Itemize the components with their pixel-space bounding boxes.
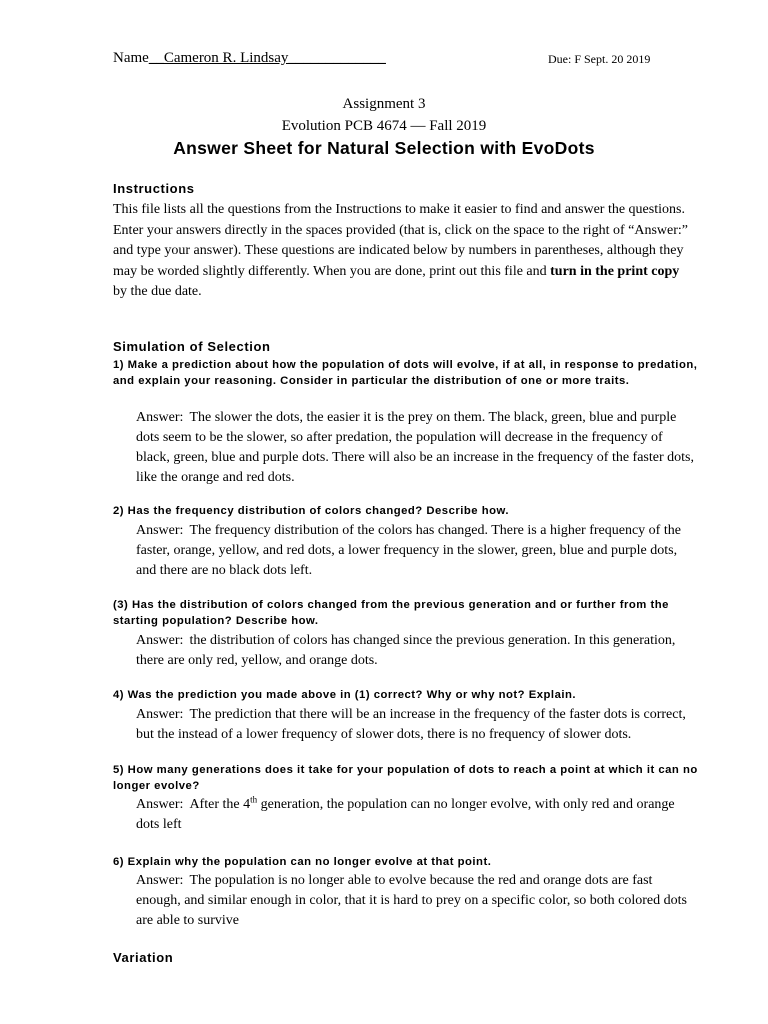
question-4: 4) Was the prediction you made above in (1) correct? Why or why not? Explain. [113, 689, 577, 701]
answer-2-text: The frequency distribution of the colors has changed. There is a higher frequency of the faster, orange, yellow, and red dots, a lower frequency in the slower, green, blue and purple dots, and there are no black dots left. [136, 523, 681, 578]
question-3: (3) Has the distribution of colors changed from the previous generation and or further from the starting population? Describe how. [113, 599, 669, 627]
answer-5-ordinal: th [250, 794, 258, 805]
instructions-text-start: This file lists all the questions from the Instructions to make it easier to find and answer the questions. Enter your answers directly in the spaces provided (that is, click on the space to the right of “Answer:” and type your answer). These questions are indicated below by numbers in parentheses, although they may be worded slightly differently. When you are done, print out this file and [113, 202, 688, 279]
answer-label: Answer: [136, 633, 184, 648]
instructions-heading: Instructions [113, 181, 195, 196]
simulation-heading: Simulation of Selection [113, 339, 271, 354]
variation-heading: Variation [113, 950, 174, 965]
question-6: 6) Explain why the population can no longer evolve at that point. [113, 856, 492, 868]
answer-5-text-end: generation, the population can no longer evolve, with only red and orange dots left [136, 797, 675, 832]
answer-1-text: The slower the dots, the easier it is the prey on them. The black, green, blue and purple dots seem to be the slower, so after predation, the population will decrease in the frequency of black, green, blue and purple dots. There will also be an increase in the frequency of the faster dots, like the orange and red dots. [136, 410, 694, 485]
instructions-text [113, 200, 693, 303]
name-value[interactable]: __Cameron R. Lindsay_____________ [148, 50, 386, 66]
answer-3[interactable] [136, 631, 696, 671]
answer-label: Answer: [136, 523, 184, 538]
answer-2[interactable] [136, 521, 696, 581]
question-5: 5) How many generations does it take for your population of dots to reach a point at which it can no longer evolve? [113, 764, 698, 792]
answer-6[interactable] [136, 871, 696, 931]
answer-label: Answer: [136, 410, 184, 425]
answer-label: Answer: [136, 797, 184, 812]
page-title: Answer Sheet for Natural Selection with EvoDots [173, 138, 595, 158]
answer-label: Answer: [136, 873, 184, 888]
question-1: 1) Make a prediction about how the population of dots will evolve, if at all, in response to predation, and explain your reasoning. Consider in particular the distribution of one or more traits. [113, 359, 698, 387]
question-2: 2) Has the frequency distribution of colors changed? Describe how. [113, 505, 510, 517]
answer-3-text: the distribution of colors has changed since the previous generation. In this generation, there are only red, yellow, and orange dots. [136, 633, 676, 668]
course-title: Evolution PCB 4674 — Fall 2019 [281, 118, 487, 134]
answer-label: Answer: [136, 707, 184, 722]
answer-4-text: The prediction that there will be an increase in the frequency of the faster dots is correct, but the instead of a lower frequency of slower dots, there is no frequency of slower dots. [136, 707, 686, 742]
due-date: Due: F Sept. 20 2019 [548, 52, 651, 66]
answer-6-text: The population is no longer able to evolve because the red and orange dots are fast enough, and similar enough in color, that it is hard to prey on a specific color, so both colored dots are able to survive [136, 873, 687, 928]
instructions-text-end: by the due date. [113, 284, 202, 299]
instructions-text-bold: turn in the print copy [550, 263, 680, 279]
assignment-number: Assignment 3 [342, 96, 426, 112]
header-row [113, 50, 673, 70]
name-label: Name [113, 50, 149, 66]
answer-1[interactable] [136, 408, 696, 488]
answer-4[interactable] [136, 705, 696, 745]
answer-5-text-start: After the 4 [189, 797, 251, 812]
student-name-line [113, 50, 386, 67]
answer-5[interactable] [136, 795, 696, 835]
